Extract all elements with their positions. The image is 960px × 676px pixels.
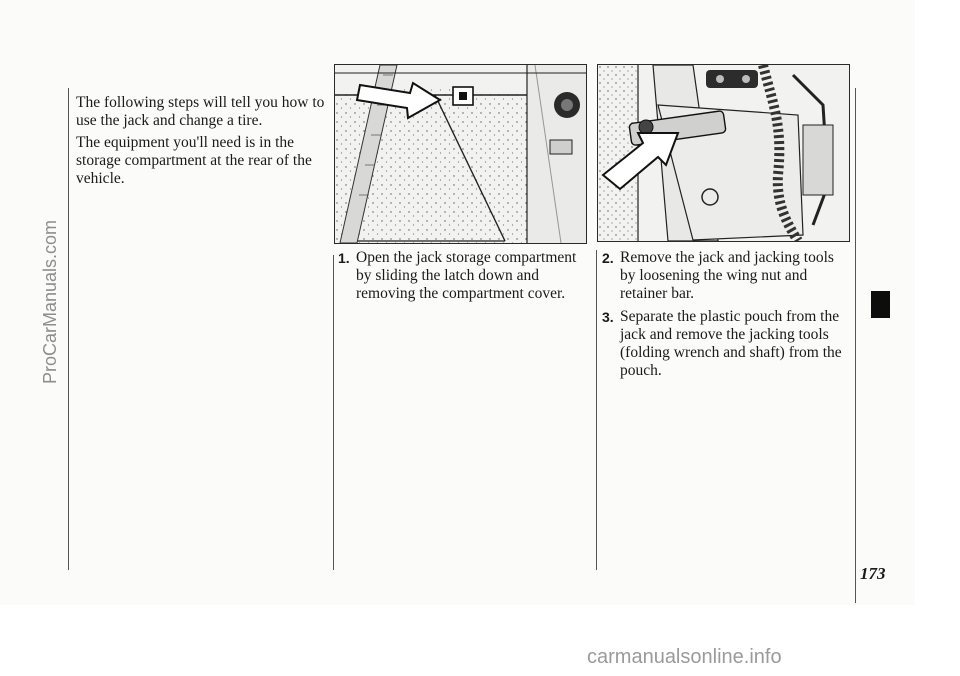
step-1 — [338, 249, 578, 303]
column-rule-right — [596, 250, 597, 570]
figure-jack-retainer — [597, 64, 850, 242]
intro-text — [76, 94, 326, 192]
column-rule-outer — [855, 88, 856, 603]
step-3-text: Separate the plastic pouch from the jack and remove the jacking tools (folding wrench and shaft) from the pouch. — [620, 308, 842, 379]
jack-retainer-illustration — [598, 65, 849, 241]
step-2-number: 2. — [602, 250, 614, 266]
step-1-number: 1. — [338, 250, 350, 266]
step-2-3-column — [602, 249, 846, 385]
page-number: 173 — [860, 564, 886, 583]
step-2-text: Remove the jack and jacking tools by loosening the wing nut and retainer bar. — [620, 249, 834, 302]
bottom-watermark: carmanualsonline.info — [587, 646, 782, 668]
column-rule-middle — [333, 255, 334, 570]
figure-storage-compartment — [334, 64, 587, 244]
step-2 — [602, 249, 846, 303]
intro-paragraph-2: The equipment you'll need is in the storage compartment at the rear of the vehicle. — [76, 134, 312, 187]
side-watermark: ProCarManuals.com — [40, 219, 60, 384]
column-rule-left — [68, 88, 69, 570]
step-1-text: Open the jack storage compartment by sliding the latch down and removing the compartment cover. — [356, 249, 577, 302]
step-1-column — [338, 249, 578, 308]
section-tab — [871, 291, 890, 318]
step-3 — [602, 308, 846, 380]
storage-compartment-illustration — [335, 65, 586, 243]
intro-paragraph-1: The following steps will tell you how to use the jack and change a tire. — [76, 94, 325, 129]
step-3-number: 3. — [602, 309, 614, 325]
